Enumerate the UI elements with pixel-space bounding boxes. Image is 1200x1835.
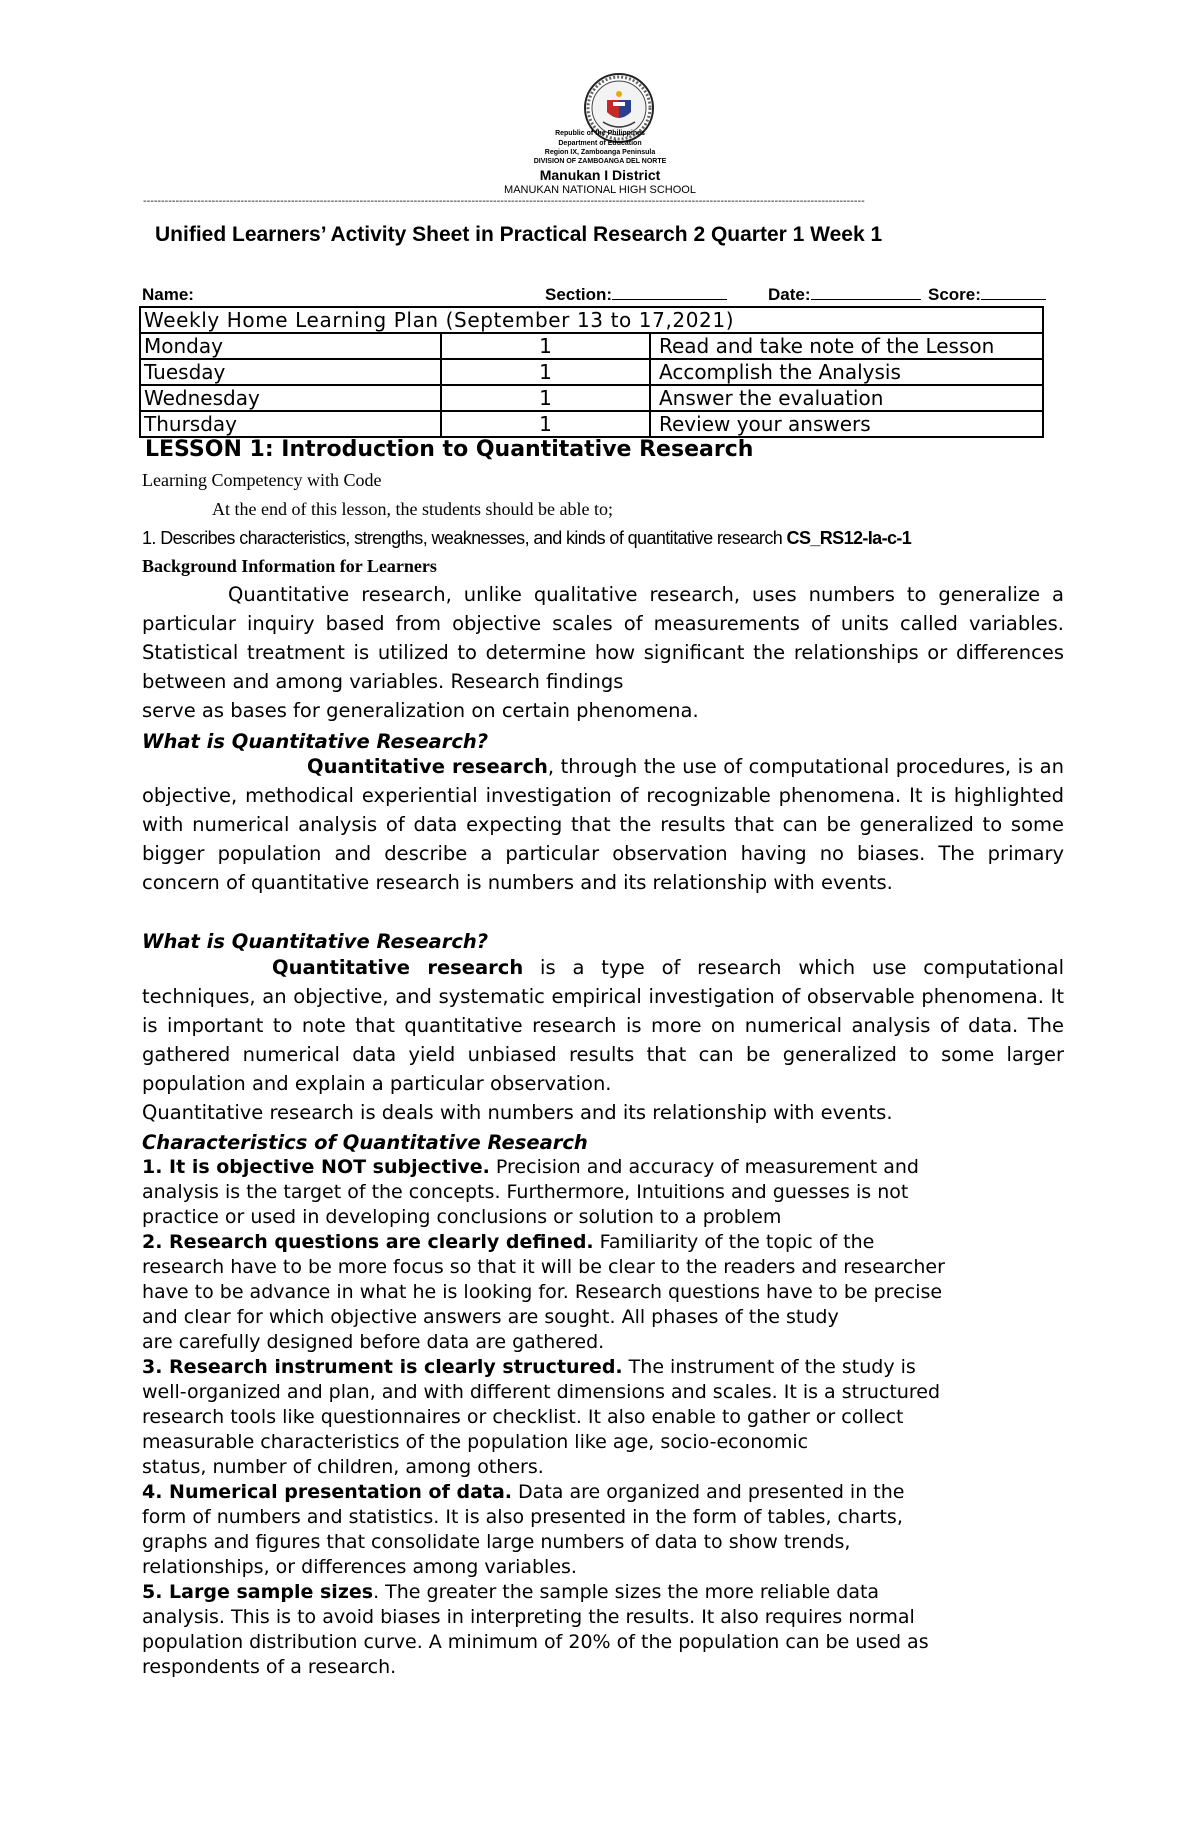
list-item: analysis. This is to avoid biases in interpreting the results. It also requires normal — [142, 1606, 915, 1628]
name-field[interactable] — [142, 285, 194, 305]
definition-text-2-last: Quantitative research is deals with numbers and its relationship with events. — [142, 1101, 893, 1124]
definition-term-1: Quantitative research — [307, 755, 548, 778]
list-item: population distribution curve. A minimum of 20% of the population can be used as — [142, 1631, 929, 1653]
table-row — [141, 334, 1042, 360]
section-label: Section: — [545, 285, 613, 304]
plan-task: Answer the evaluation — [659, 386, 884, 410]
list-item: 5. Large sample sizes. The greater the sample sizes the more reliable data — [142, 1581, 880, 1603]
background-label: Background Information for Learners — [142, 556, 437, 576]
header-department: Department of Education — [558, 140, 642, 147]
table-row — [141, 386, 1042, 412]
name-label: Name: — [142, 285, 194, 304]
header-school: MANUKAN NATIONAL HIGH SCHOOL — [504, 184, 696, 196]
list-item: 3. Research instrument is clearly structured. The instrument of the study is — [142, 1356, 916, 1378]
list-item: form of numbers and statistics. It is also presented in the form of tables, charts, — [142, 1506, 903, 1528]
characteristics-heading: Characteristics of Quantitative Research — [142, 1131, 588, 1154]
weekly-plan-table — [139, 306, 1044, 438]
plan-num: 1 — [442, 412, 651, 436]
score-field[interactable] — [928, 285, 1046, 305]
definition-paragraph-2 — [142, 953, 1064, 1127]
competency-text — [142, 528, 911, 549]
characteristics-section — [142, 1130, 1064, 1680]
background-paragraph — [142, 580, 1064, 725]
plan-task: Accomplish the Analysis — [659, 360, 901, 384]
date-label: Date: — [768, 285, 811, 304]
header-divider: -------------------------------------------------------------------------------------------------------------------------------------------------------------------------------------------------------- — [143, 196, 865, 207]
list-item: and clear for which objective answers are sought. All phases of the study — [142, 1306, 839, 1328]
plan-day: Thursday — [141, 412, 442, 436]
definition-paragraph-1 — [142, 752, 1064, 897]
plan-day: Wednesday — [141, 386, 442, 410]
plan-title: Weekly Home Learning Plan (September 13 to 17,2021) — [141, 308, 1042, 334]
plan-day: Tuesday — [141, 360, 442, 384]
question-heading-1: What is Quantitative Research? — [142, 730, 489, 753]
plan-day: Monday — [141, 334, 442, 358]
list-item: 4. Numerical presentation of data. Data are organized and presented in the — [142, 1481, 905, 1503]
list-item: analysis is the target of the concepts. Furthermore, Intuitions and guesses is not — [142, 1181, 909, 1203]
definition-term-2: Quantitative research — [272, 956, 524, 979]
question-heading-2: What is Quantitative Research? — [142, 930, 489, 953]
competency-description: 1. Describes characteristics, strengths, weaknesses, and kinds of quantitative research — [142, 528, 783, 548]
date-field[interactable] — [768, 285, 921, 305]
list-item: 1. It is objective NOT subjective. Precision and accuracy of measurement and — [142, 1156, 919, 1178]
plan-num: 1 — [442, 360, 651, 384]
list-item: respondents of a research. — [142, 1656, 397, 1678]
plan-num: 1 — [442, 386, 651, 410]
section-field[interactable] — [545, 285, 727, 305]
definition-text-2: is a type of research which use computational techniques, an objective, and systematic empirical investigation of observable phenomena. It is important to note that quantitative research is more on numerical analysis of data. The gathered numerical data yield unbiased results that can be generalized to some larger population and explain a particular observation. — [142, 956, 1065, 1095]
lesson-title: LESSON 1: Introduction to Quantitative Research — [145, 437, 754, 462]
list-item: measurable characteristics of the population like age, socio-economic — [142, 1431, 809, 1453]
plan-task: Review your answers — [659, 412, 871, 436]
list-item: research have to be more focus so that it will be clear to the readers and researcher — [142, 1256, 945, 1278]
table-row — [141, 412, 1042, 436]
header-district: Manukan I District — [539, 167, 661, 183]
list-item: 2. Research questions are clearly defined. Familiarity of the topic of the — [142, 1231, 875, 1253]
header-region: Region IX, Zamboanga Peninsula — [544, 149, 656, 156]
list-item: status, number of children, among others. — [142, 1456, 544, 1478]
background-text-last: serve as bases for generalization on certain phenomena. — [142, 699, 699, 722]
list-item: practice or used in developing conclusions or solution to a problem — [142, 1206, 782, 1228]
list-item: research tools like questionnaires or checklist. It also enable to gather or collect — [142, 1406, 904, 1428]
list-item: relationships, or differences among variables. — [142, 1556, 577, 1578]
table-row — [141, 360, 1042, 386]
header-division: DIVISION OF ZAMBOANGA DEL NORTE — [533, 158, 667, 165]
list-item: have to be advance in what he is looking for. Research questions have to be precise — [142, 1281, 943, 1303]
list-item: graphs and figures that consolidate large numbers of data to show trends, — [142, 1531, 851, 1553]
list-item: well-organized and plan, and with different dimensions and scales. It is a structured — [142, 1381, 940, 1403]
definition-text-1: , through the use of computational procedures, is an objective, methodical experiential investigation of recognizable phenomena. It is highlighted with numerical analysis of data expecting that the results that can be generalized to some bigger population and describe a particular observation having no biases. The primary concern of quantitative research is numbers and its relationship with events. — [142, 755, 1064, 894]
plan-num: 1 — [442, 334, 651, 358]
sheet-title: Unified Learners’ Activity Sheet in Practical Research 2 Quarter 1 Week 1 — [155, 223, 883, 246]
list-item: are carefully designed before data are gathered. — [142, 1331, 605, 1353]
competency-label: Learning Competency with Code — [142, 470, 382, 490]
score-label: Score: — [928, 285, 981, 304]
competency-code: CS_RS12-Ia-c-1 — [786, 528, 912, 548]
at-end-text: At the end of this lesson, the students should be able to; — [212, 499, 613, 519]
header-republic: Republic of the Philippines — [555, 130, 645, 137]
background-text: Quantitative research, unlike qualitative research, uses numbers to generalize a particular inquiry based from objective scales of measurements of units called variables. Statistical treatment is utilized to determine how significant the relationships or differences between and among variables. Research findings — [142, 583, 1064, 693]
plan-task: Read and take note of the Lesson — [659, 334, 995, 358]
